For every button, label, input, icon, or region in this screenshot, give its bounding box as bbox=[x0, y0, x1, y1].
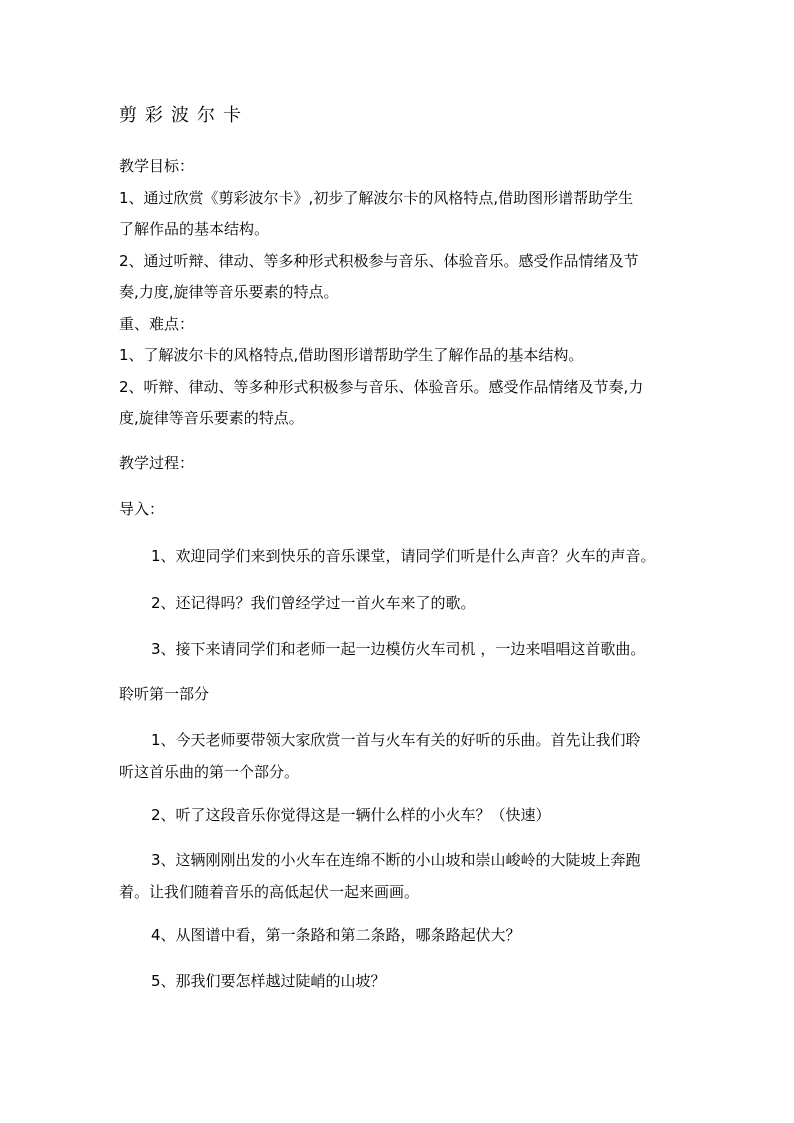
intro-item-3: 3、接下来请同学们和老师一起一边模仿火车司机 ，一边来唱唱这首歌曲。 bbox=[151, 640, 646, 658]
goal-2-line-1: 2、通过听辩、律动、等多种形式积极参与音乐、体验音乐。感受作品情绪及节 bbox=[119, 252, 639, 270]
intro-heading: 导入： bbox=[119, 500, 165, 518]
part1-item-1-line-2: 听这首乐曲的第一个部分。 bbox=[119, 763, 300, 781]
key-heading: 重、难点： bbox=[119, 315, 195, 333]
key-2-line-1: 2、听辩、律动、等多种形式积极参与音乐、体验音乐。感受作品情绪及节奏,力 bbox=[119, 378, 644, 396]
process-heading: 教学过程： bbox=[119, 454, 195, 472]
goals-heading: 教学目标： bbox=[119, 157, 195, 175]
part1-item-3-line-1: 3、这辆刚刚出发的小火车在连绵不断的小山坡和崇山峻岭的大陡坡上奔跑 bbox=[151, 851, 641, 869]
part1-item-1-line-1: 1、今天老师要带领大家欣赏一首与火车有关的好听的乐曲。首先让我们聆 bbox=[151, 731, 641, 749]
part1-item-2: 2、听了这段音乐你觉得这是一辆什么样的小火车？（快速） bbox=[151, 806, 551, 824]
part1-heading: 聆听第一部分 bbox=[119, 685, 210, 703]
document-title: 剪彩波尔卡 bbox=[119, 105, 249, 126]
goal-1-line-2: 了解作品的基本结构。 bbox=[119, 220, 270, 238]
part1-item-4: 4、从图谱中看，第一条路和第二条路，哪条路起伏大？ bbox=[151, 926, 521, 944]
goal-1-line-1: 1、通过欣赏《剪彩波尔卡》,初步了解波尔卡的风格特点,借助图形谱帮助学生 bbox=[119, 189, 634, 207]
intro-item-1: 1、欢迎同学们来到快乐的音乐课堂，请同学们听是什么声音？火车的声音。 bbox=[151, 547, 656, 565]
intro-item-2: 2、还记得吗？我们曾经学过一首火车来了的歌。 bbox=[151, 594, 476, 612]
key-1: 1、了解波尔卡的风格特点,借助图形谱帮助学生了解作品的基本结构。 bbox=[119, 346, 584, 364]
goal-2-line-2: 奏,力度,旋律等音乐要素的特点。 bbox=[119, 283, 339, 301]
part1-item-5: 5、那我们要怎样越过陡峭的山坡？ bbox=[151, 972, 386, 990]
part1-item-3-line-2: 着。让我们随着音乐的高低起伏一起来画画。 bbox=[119, 883, 420, 901]
key-2-line-2: 度,旋律等音乐要素的特点。 bbox=[119, 409, 304, 427]
